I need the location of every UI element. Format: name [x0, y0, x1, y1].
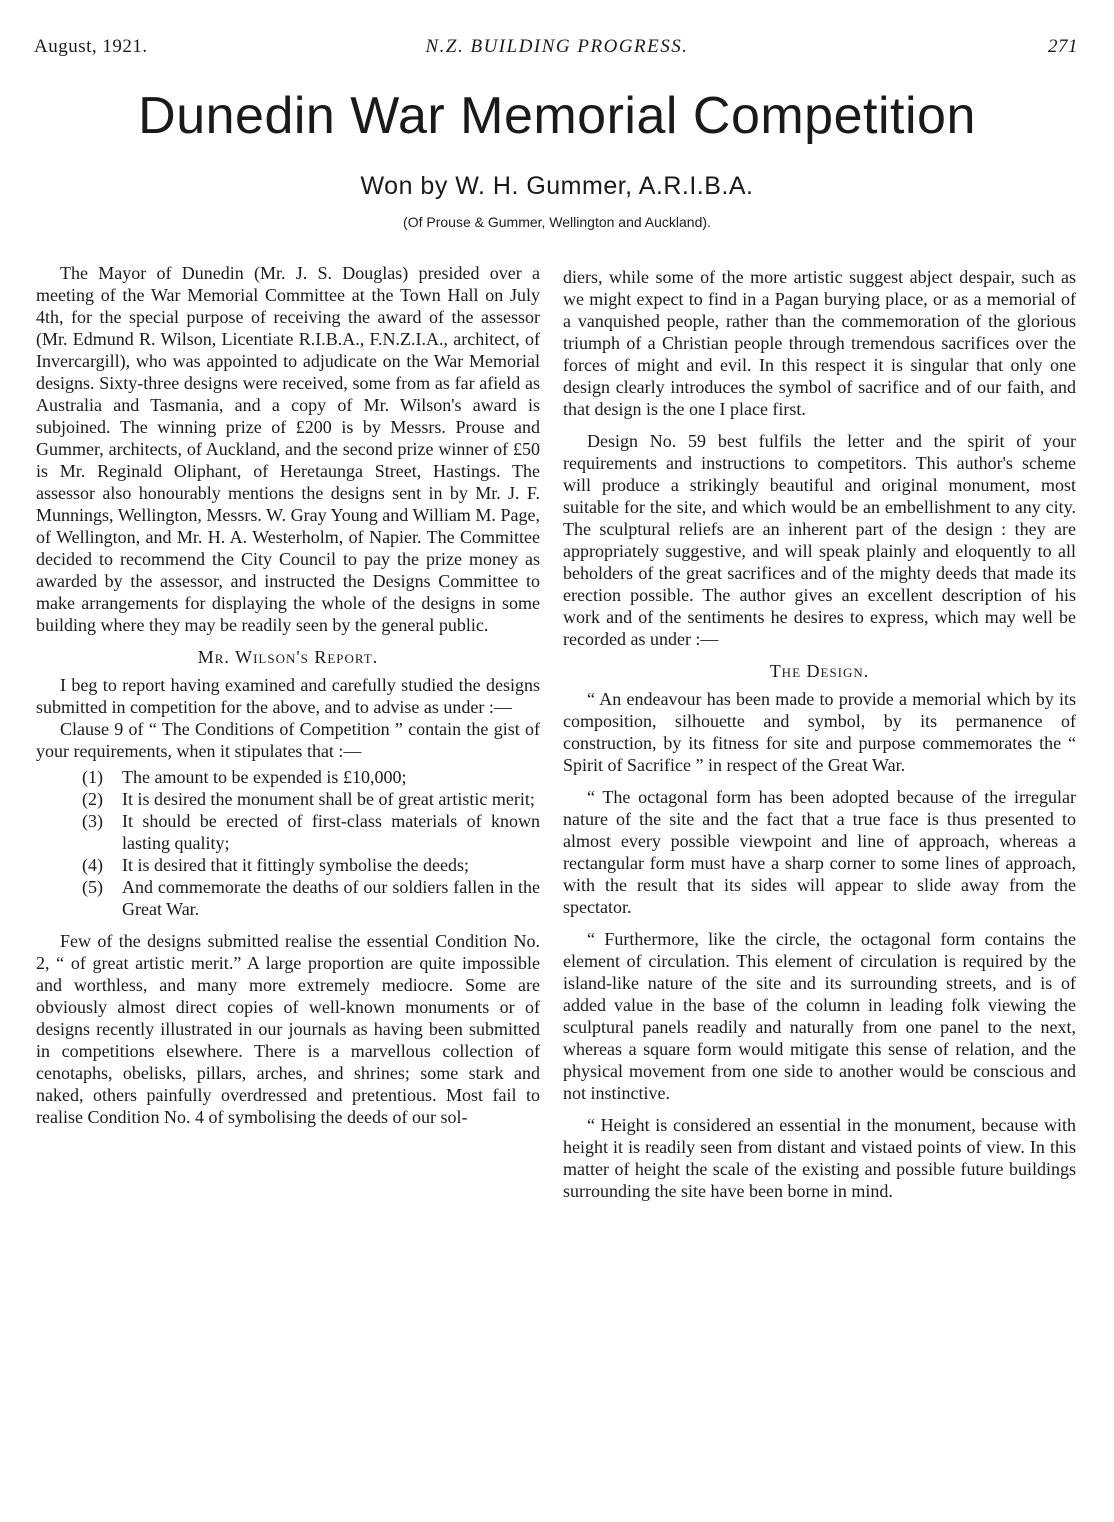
page-number: 271 [1048, 36, 1078, 57]
article-title: Dunedin War Memorial Competition [138, 87, 976, 145]
design-paragraph: “ An endeavour has been made to provide a memorial which by its composition, silhouette and symbol, by its permanence of construction, by its fitness for site and purpose commemorates the “ Spirit of Sacrifice ” in respect of the Great War. [563, 689, 1076, 775]
condition-text: It is desired the monument shall be of great artistic merit; [122, 789, 535, 809]
journal-title: N.Z. BUILDING PROGRESS. [425, 36, 689, 57]
report-paragraph: Few of the designs submitted realise the essential Condition No. 2, “ of great artistic merit.” A large proportion are quite impossible and worthless, and many more extremely mediocre. Some are obviously almost direct copies of well-known monuments or of designs recently illustrated in our journals as having been submitted in competitions elsewhere. There is a marvellous collection of cenotaphs, obelisks, pillars, arches, and shrines; some stark and naked, others painfully overdressed and pretentious. Most fail to realise Condition No. 4 of symbolising the deeds of our sol- [36, 931, 540, 1127]
conditions-list [36, 766, 540, 920]
design-59-paragraph: Design No. 59 best fulfils the letter and the spirit of your requirements and instructions to competitors. This author's scheme will produce a strikingly beautiful and original monument, most suitable for the site, and which would be an embellishment to any city. The sculptural reliefs are an inherent part of the design : they are appropriately suggestive, and will speak plainly and eloquently to all beholders of the great sacrifices and of the mighty deeds that made its erection possible. The author gives an excellent description of his work and of the sentiments he desires to express, which may well be recorded as under :— [563, 431, 1076, 649]
condition-item [36, 854, 540, 876]
issue-date: August, 1921. [34, 36, 148, 57]
report-heading: Mr. Wilson's Report. [197, 647, 379, 667]
condition-text: The amount to be expended is £10,000; [122, 767, 407, 787]
condition-number: (5) [82, 877, 103, 897]
author-affiliation: (Of Prouse & Gummer, Wellington and Auckland). [403, 214, 711, 230]
report-paragraph: Clause 9 of “ The Conditions of Competition ” contain the gist of your requirements, when it stipulates that :— [36, 719, 540, 761]
condition-item [36, 766, 540, 788]
design-paragraph: “ Height is considered an essential in the monument, because with height it is readily seen from distant and vistaed points of view. In this matter of height the scale of the existing and possible future buildings surrounding the site have been borne in mind. [563, 1115, 1076, 1201]
condition-item [36, 876, 540, 920]
left-column [36, 262, 540, 1128]
condition-item [36, 788, 540, 810]
condition-number: (4) [82, 855, 103, 875]
running-head [0, 36, 1114, 66]
right-column [563, 266, 1076, 1202]
design-paragraph: “ The octagonal form has been adopted because of the irregular nature of the site and the fact that a true face is thus presented to almost every possible viewpoint and line of approach, whereas a rectangular form must have a sharp corner to some lines of approach, with the result that its sides will appear to slide away from the spectator. [563, 787, 1076, 917]
condition-text: It is desired that it fittingly symbolise the deeds; [122, 855, 469, 875]
article-subtitle: Won by W. H. Gummer, A.R.I.B.A. [360, 172, 754, 200]
intro-paragraph: The Mayor of Dunedin (Mr. J. S. Douglas) presided over a meeting of the War Memorial Committee at the Town Hall on July 4th, for the special purpose of receiving the award of the assessor (Mr. Edmund R. Wilson, Licentiate R.I.B.A., F.N.Z.I.A., architect, of Invercargill), who was appointed to adjudicate on the War Memorial designs. Sixty-three designs were received, some from as far afield as Australia and Tasmania, and a copy of Mr. Wilson's award is subjoined. The winning prize of £200 is by Messrs. Prouse and Gummer, architects, of Auckland, and the second prize winner of £50 is Mr. Reginald Oliphant, of Heretaunga Street, Hastings. The assessor also honourably mentions the designs sent in by Mr. J. F. Munnings, Wellington, Messrs. W. Gray Young and William M. Page, of Wellington, and Mr. H. A. Westerholm, of Napier. The Committee decided to recommend the City Council to pay the prize money as awarded by the assessor, and instructed the Designs Committee to make arrangements for displaying the whole of the designs in some building where they may be readily seen by the general public. [36, 263, 540, 635]
condition-text: And commemorate the deaths of our soldiers fallen in the Great War. [122, 877, 540, 919]
condition-number: (1) [82, 767, 103, 787]
condition-number: (2) [82, 789, 103, 809]
condition-item [36, 810, 540, 854]
report-paragraph: I beg to report having examined and carefully studied the designs submitted in competition for the above, and to advise as under :— [36, 675, 540, 717]
design-paragraph: “ Furthermore, like the circle, the octagonal form contains the element of circulation. This element of circulation is required by the island-like nature of the site and its surrounding streets, and is of added value in the base of the column in leading folk viewing the sculptural panels readily and naturally from one panel to the next, whereas a square form would mitigate this sense of relation, and the physical movement from one side to another would be conscious and not instinctive. [563, 929, 1076, 1103]
design-heading: The Design. [769, 661, 870, 681]
condition-number: (3) [82, 811, 103, 831]
condition-text: It should be erected of first-class materials of known lasting quality; [122, 811, 540, 853]
continued-paragraph: diers, while some of the more artistic suggest abject despair, such as we might expect to find in a Pagan burying place, or as a memorial of a vanquished people, rather than the commemoration of the glorious triumph of a Christian people through tremendous sacrifices over the forces of might and evil. In this respect it is singular that only one design clearly introduces the symbol of sacrifice and of our faith, and that design is the one I place first. [563, 267, 1076, 419]
